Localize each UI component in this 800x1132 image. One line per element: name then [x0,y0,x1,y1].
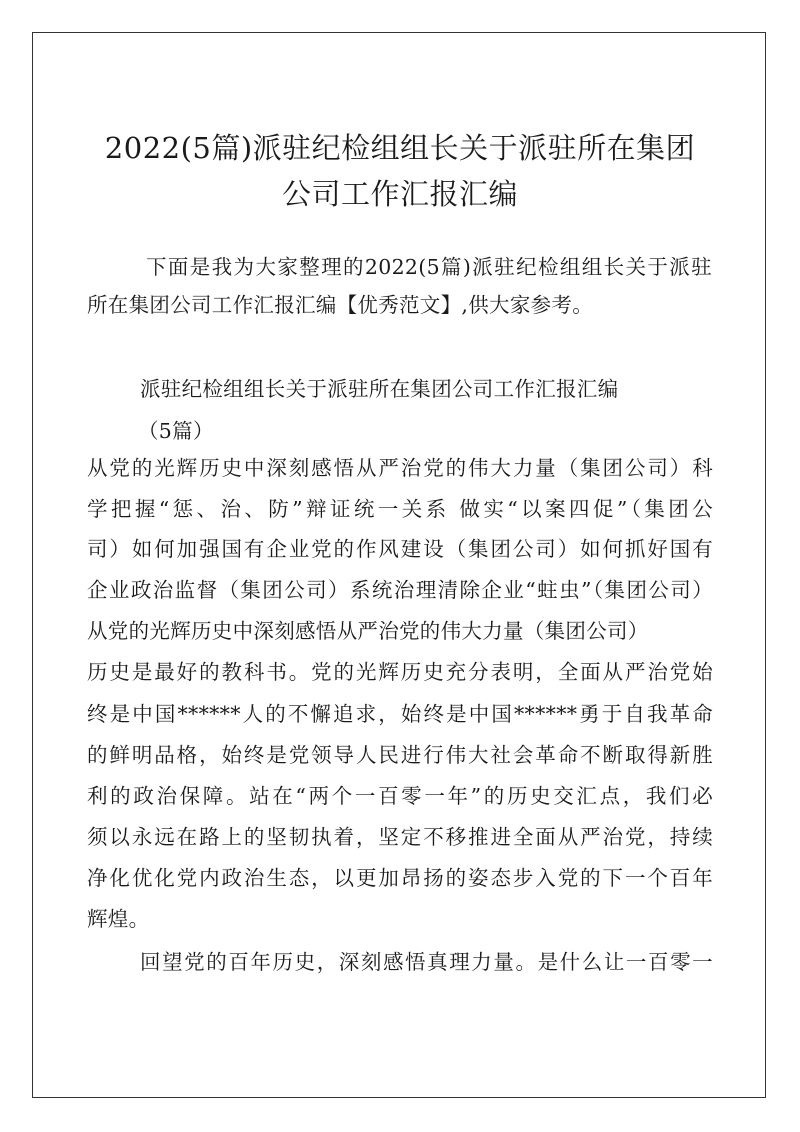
document-title-line-1: 2022(5篇)派驻纪检组组长关于派驻所在集团 [104,131,696,165]
intro-line-1: 下面是我为大家整理的2022(5篇)派驻纪检组组长关于派驻 [146,255,712,279]
body-line-8: 回望党的百年历史，深刻感悟真理力量。是什么让一百零一 [140,950,713,974]
intro-line-2: 所在集团公司工作汇报汇编【优秀范文】,供大家参考。 [87,293,594,317]
document-title-line-2: 公司工作汇报汇编 [281,177,518,211]
body-line-6: 净化优化党内政治生态，以更加昂扬的姿态步入党的下一个百年 [87,866,713,890]
toc-line-5: 从党的光辉历史中深刻感悟从严治党的伟大力量（集团公司） [87,619,649,643]
body-line-2: 终是中国******人的不懈追求，始终是中国******勇于自我革命 [87,702,713,726]
body-line-7: 辉煌。 [87,907,150,931]
body-line-4: 利的政治保障。站在“两个一百零一年”的历史交汇点，我们必 [87,784,713,808]
toc-line-4: 企业政治监督（集团公司）系统治理清除企业“蛀虫”（集团公司） [87,578,713,602]
body-line-5: 须以永远在路上的坚韧执着，坚定不移推进全面从严治党，持续 [87,825,713,849]
toc-line-3: 司）如何加强国有企业党的作风建设（集团公司）如何抓好国有 [87,537,713,561]
toc-line-2: 学把握“惩、治、防”辩证统一关系 做实“以案四促”（集团公 [87,497,713,521]
section-subtitle-line-2: （5篇） [138,419,214,443]
toc-line-1: 从党的光辉历史中深刻感悟从严治党的伟大力量（集团公司）科 [87,456,713,480]
section-subtitle-line-1: 派驻纪检组组长关于派驻所在集团公司工作汇报汇编 [140,377,619,401]
body-line-3: 的鲜明品格，始终是党领导人民进行伟大社会革命不断取得新胜 [87,743,713,767]
body-line-1: 历史是最好的教科书。党的光辉历史充分表明，全面从严治党始 [87,660,713,684]
